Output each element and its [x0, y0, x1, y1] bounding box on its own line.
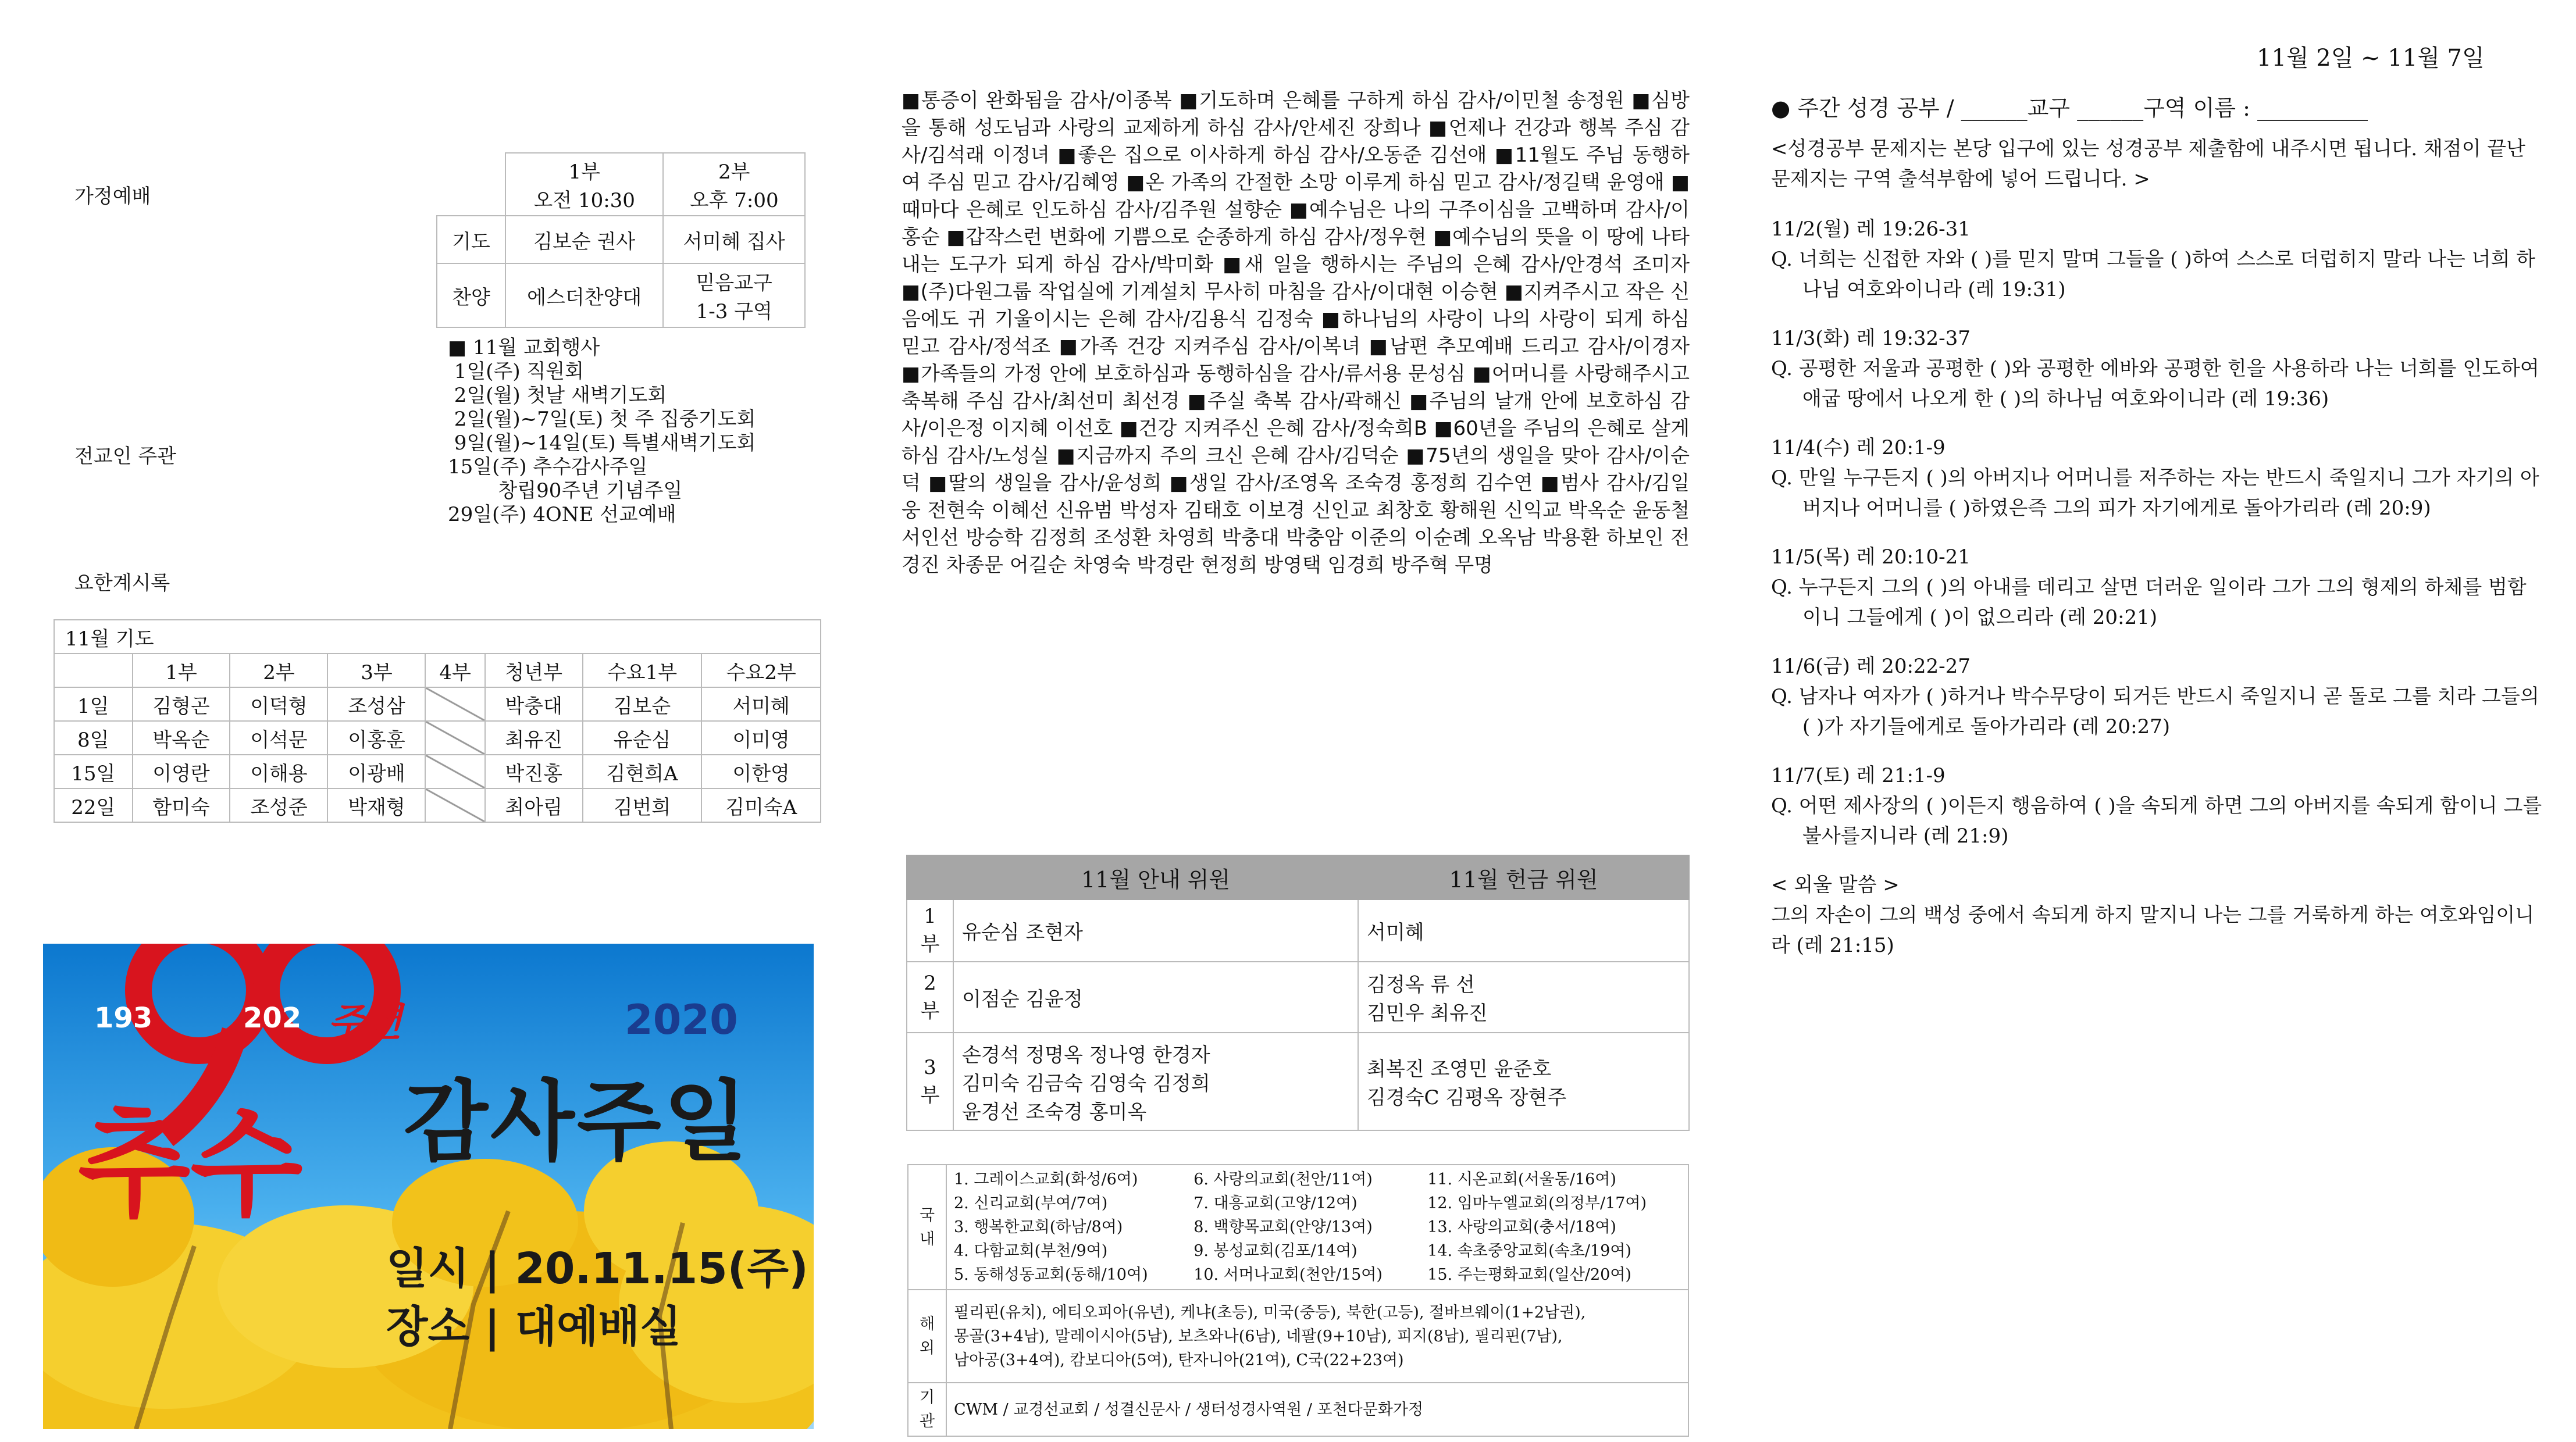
poster-anniv-suffix: 주년 [328, 1000, 402, 1045]
committee-table [906, 855, 1690, 1131]
bible-study [1771, 93, 2545, 961]
thanksgiving-poster [43, 944, 814, 1429]
study-day: 11/3(화) 레 19:32-37 Q. 공평한 저울과 공평한 ( )와 공평한 에바와 공평한 힌을 사용하라 나는 너희를 인도하여 애굽 땅에서 나오게 한 ( )의 하나님 여호와이니라 (레 19:36) [1771, 327, 2539, 411]
table-row: 3부 손경석 정명옥 정나영 한경자 김미숙 김금숙 김영숙 김정희 윤경선 조숙경 홍미옥 최복진 조영민 윤준호 김경숙C 김평옥 장현주 [907, 1033, 1689, 1130]
study-note: <성경공부 문제지는 본당 입구에 있는 성경공부 제출함에 내주시면 됩니다. 채점이 끝난 문제지는 구역 출석부함에 넣어 드립니다. > [1771, 137, 2525, 191]
study-day: 11/7(토) 레 21:1-9 Q. 어떤 제사장의 ( )이든지 행음하여 ( )을 속되게 하면 그의 아버지를 속되게 함이니 그를 불사를지니라 (레 21:9) [1771, 764, 2542, 848]
overseas-label: 해외 [908, 1290, 946, 1383]
revelation-label: 요한계시록 [74, 572, 170, 595]
memory-verse: 그의 자손이 그의 백성 중에서 속되게 하지 말지니 나는 그를 거룩하게 하는 여호와임이니라 (레 21:15) [1771, 904, 2535, 957]
table-row: 15일 이영란 이해용 이광배 박진홍 김현희A 이한영 [54, 755, 821, 788]
memory-title: < 외울 말씀 > [1771, 873, 1900, 897]
study-day: 11/6(금) 레 20:22-27 Q. 남자나 여자가 ( )하거나 박수무당이 되거든 반드시 죽일지니 곧 돌로 그를 치라 그들의 ( )가 자기들에게로 돌아가리라 (레 20:27) [1771, 655, 2539, 738]
events-title: ■ 11월 교회행사 [448, 336, 600, 359]
domestic-label: 국내 [908, 1165, 946, 1290]
study-title: ● 주간 성경 공부 / ______교구 ______구역 이름 : __________ [1771, 95, 2368, 121]
study-day: 11/2(월) 레 19:26-31 Q. 너희는 신접한 자와 ( )를 믿지 말며 그들을 ( )하여 스스로 더럽히지 말라 나는 너희 하나님 여호와이니라 (레 19:31) [1771, 217, 2535, 301]
table-row: 1부 유순심 조현자 서미혜 [907, 900, 1689, 962]
date-range: 11월 2일 ~ 11월 7일 [2257, 45, 2485, 72]
table-row: 2부 이점순 김윤정 김정옥 류 선 김민우 최유진 [907, 962, 1689, 1033]
offering-header: 11월 헌금 위원 [1358, 855, 1689, 900]
table-row: 8일 박옥순 이석문 이홍훈 최유진 유순심 이미영 [54, 721, 821, 755]
prayer-title: 11월 기도 [54, 620, 821, 654]
prayer-table: 11월 기도 1부 2부 3부 4부 청년부 수요1부 수요2부 1일 김형곤 이덕형 조성삼 박충대 김보순 서미혜 8일 박옥순 이석문 이홍훈 최유진 유순심 이미영 15일 이영란 이해용 이광배 박진홍 김현희A 이한영 22일 함미숙 조성준 박재형 최아림 김번희 김미숙A [54, 619, 821, 823]
poster-place-line: 장소 | 대예배실 [386, 1302, 682, 1352]
guide-header: 11월 안내 위원 [953, 855, 1358, 900]
table-row: 22일 함미숙 조성준 박재형 최아림 김번희 김미숙A [54, 788, 821, 822]
poster-years-left: 193 [94, 1002, 153, 1034]
poster-date-line: 일시 | 20.11.15(주) [386, 1244, 808, 1294]
service-table: 1부 오전 10:30 2부 오후 7:00 기도 김보순 권사 서미혜 집사 찬양 에스더찬양대 믿음교구 1-3 구역 [436, 152, 806, 328]
table-row: 1일 김형곤 이덕형 조성삼 박충대 김보순 서미혜 [54, 687, 821, 721]
family-worship-label: 가정예배 [74, 185, 151, 208]
thanksgiving-list: ■통증이 완화됨을 감사/이종복 ■기도하며 은혜를 구하게 하심 감사/이민철 송정원 ■심방을 통해 성도님과 사랑의 교제하게 하심 감사/안세진 장희나 ■언제나 건강과 행복 주심 감사/김석래 이정녀 ■좋은 집으로 이사하게 하심 감사/오동준 김선애 ■11월도 주님 동행하여 주심 믿고 감사/김혜영 ■온 가족의 간절한 소망 이루게 하심 믿고 감사/정길택 윤영애 ■때마다 은혜로 인도하심 감사/김주원 설향순 ■예수님은 나의 구주이심을 고백하며 감사/이홍순 ■갑작스런 변화에 기쁨으로 순종하게 하심 감사/정우현 ■예수님의 뜻을 이 땅에 나타내는 도구가 되게 하심 감사/박미화 ■새 일을 행하시는 주님의 은혜 감사/안경석 조미자 ■(주)다원그룹 작업실에 기계설치 무사히 마침을 감사/이대현 이승현 ■지켜주시고 작은 신음에도 귀 기울이시는 은혜 감사/김용식 김정숙 ■하나님의 사랑이 나의 사랑이 되게 하심 믿고 감사/정석조 ■가족 건강 지켜주심 감사/이복녀 ■남편 추모예배 드리고 감사/이경자 ■가족들의 가정 안에 보호하심과 동행하심을 감사/류서용 문성심 ■어머니를 사랑해주시고 축복해 주심 감사/최선미 최선경 ■주실 축복 감사/곽해신 ■주님의 날개 안에 보호하심 감사/이은정 이지혜 이선호 ■건강 지켜주신 은혜 감사/정숙희B ■60년을 주님의 은혜로 살게 하심 감사/노성실 ■지금까지 주의 크신 은혜 감사/김덕순 ■75년의 생일을 맞아 감사/이순덕 ■딸의 생일을 감사/윤성희 ■생일 감사/조영옥 조숙경 홍정희 김수연 ■범사 감사/김일웅 전현숙 이혜선 신유범 박성자 김태호 이보경 신인교 최창호 황해원 신익교 박옥순 윤동철 서인선 방승학 김정희 조성환 차영희 박충대 박충암 이준의 이순례 오옥남 박용환 하보인 전경진 차종문 어길순 차영숙 박경란 현정희 방영택 임경희 방주혁 무명 [902, 89, 1690, 577]
church-events: ■ 11월 교회행사 1일(주) 직원회 2일(월) 첫날 새벽기도회 2일(월)~7일(토) 첫 주 집중기도회 9일(월)~14일(토) 특별새벽기도회 15일(주) 추수감사주일 창립90주년 기념주일 29일(주) 4ONE 선교예배 [448, 336, 756, 526]
evangelist-label: 전교인 주관 [74, 445, 177, 468]
poster-years-right: 202 [243, 1002, 302, 1034]
missions-table: 국내 1. 그레이스교회(화성/6여) 2. 신리교회(부여/7여) 3. 행복한교회(하남/8여) 4. 다함교회(부천/9여) 5. 동해성동교회(동해/10여) 6. 사랑의교회(천안/11여) 7. 대흥교회(고양/12여) 8. 백향목교회(안양/13여) 9. 봉성교회(김포/14여) 10. 서머나교회(천안/15여) 11. 시온교회(서울동/16여) 12. 임마누엘교회(의정부/17여) 13. 사랑의교회(충서/18여) 14. 속초중앙교회(속초/19여) 15. 주는평화교회(일산/20여) 해외 필리핀(유치), 에티오피아(유년), 케냐(초등), 미국(중등), 북한(고등), 절바브웨이(1+2남권), 몽골(3+4남), 말레이시아(5남), 보츠와나(6남), 네팔(9+10남), 피지(8남), 필리핀(7남), 남아공(3+4여), 캄보디아(5여), 탄자니아(21여), C국(22+23여) 기관 CWM / 교경선교회 / 성결신문사 / 생터성경사역원 / 포천다문화가정 [907, 1164, 1689, 1437]
org-label: 기관 [908, 1383, 946, 1436]
poster-title-rest: 감사주일 [404, 1072, 750, 1173]
praise-label: 찬양 [437, 263, 505, 327]
study-day: 11/4(수) 레 20:1-9 Q. 만일 누구든지 ( )의 아버지나 어머니를 저주하는 자는 반드시 죽일지니 그가 자기의 아버지나 어머니를 ( )하였은즉 그의 피가 자기에게로 돌아가리라 (레 20:9) [1771, 436, 2539, 520]
prayer-label: 기도 [437, 216, 505, 263]
poster-year: 2020 [625, 996, 738, 1044]
study-day: 11/5(목) 레 20:10-21 Q. 누구든지 그의 ( )의 아내를 데리고 살면 더러운 일이라 그가 그의 형제의 하체를 범함이니 그들에게 ( )이 없으리라 (레 20:21) [1771, 545, 2527, 629]
poster-title-big: 추수 [78, 1097, 303, 1233]
